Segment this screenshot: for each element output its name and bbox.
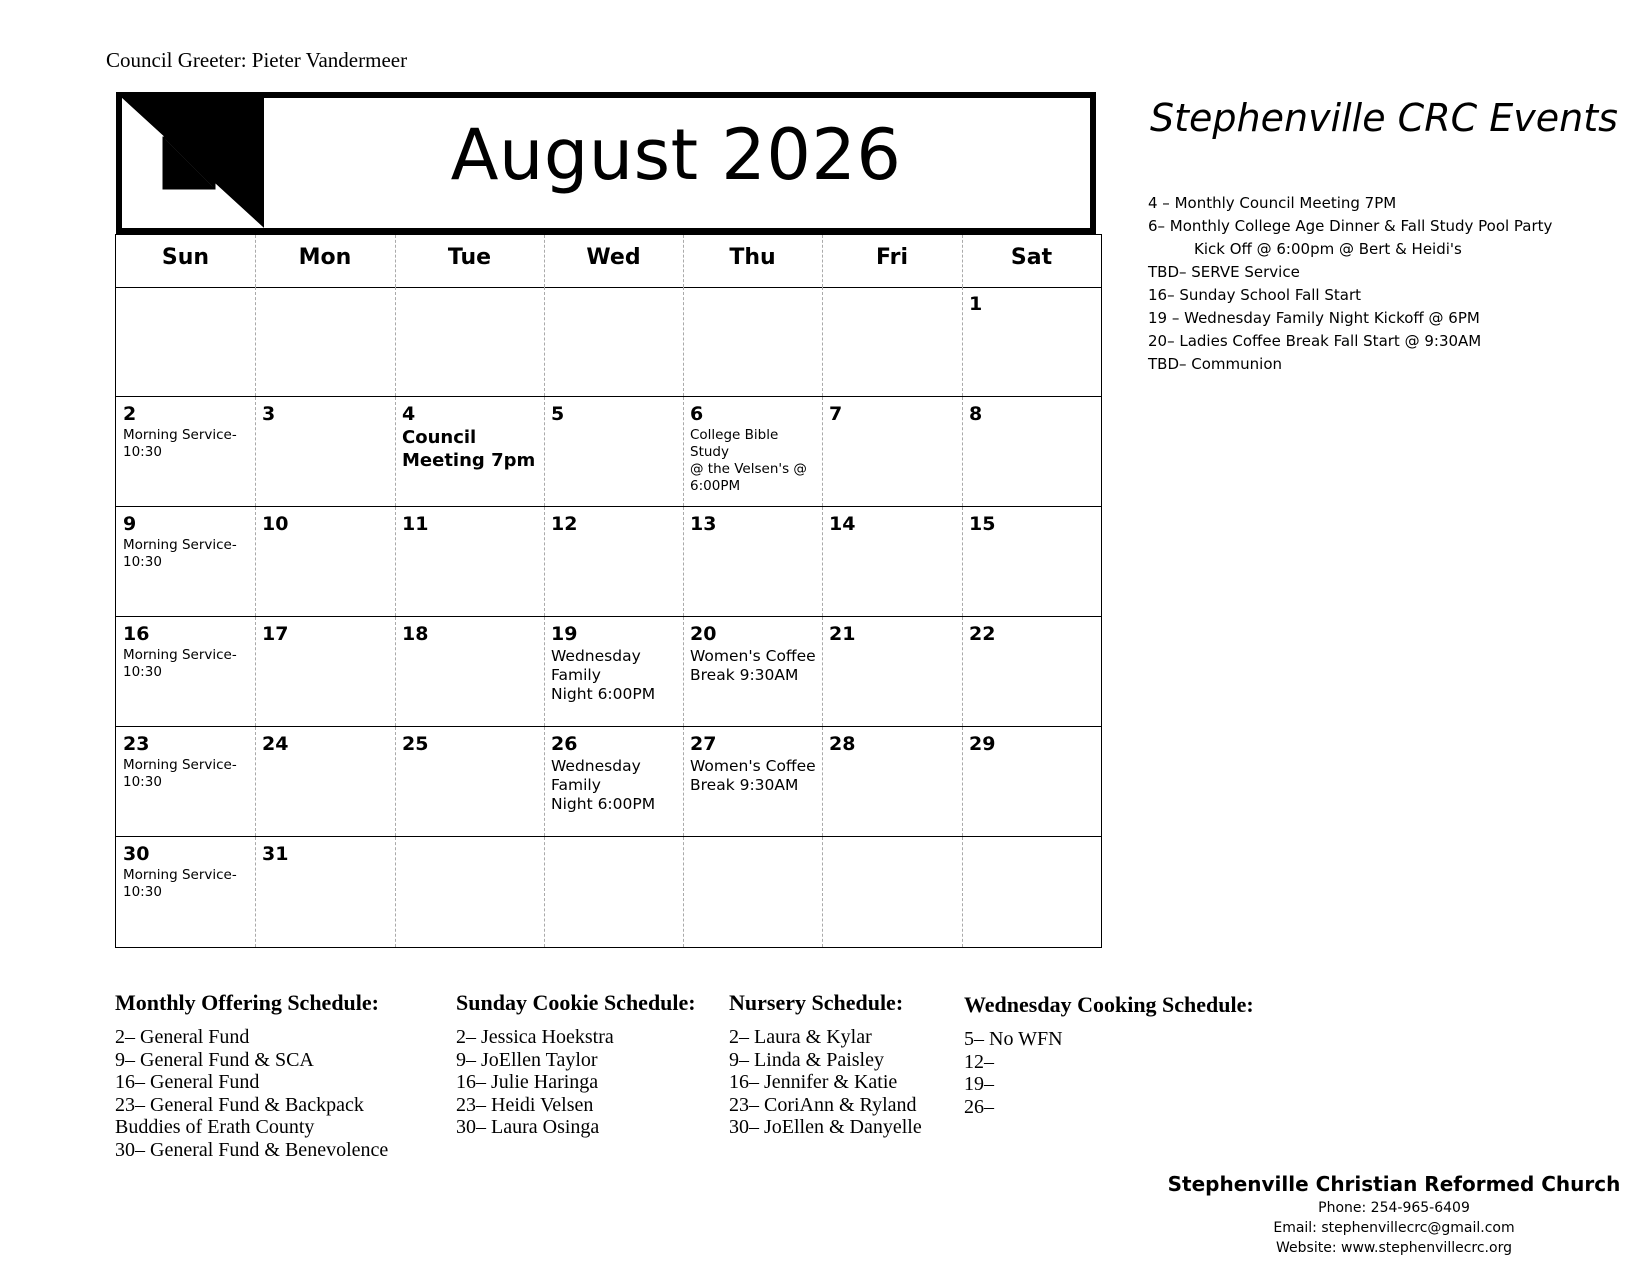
- schedule-item: 30– JoEllen & Danyelle: [729, 1116, 922, 1138]
- event-line: @ the Velsen's @: [690, 461, 807, 477]
- column-divider: [255, 727, 256, 836]
- day-cell: [255, 727, 395, 836]
- date-number: 25: [402, 733, 429, 755]
- day-header-fri: Fri: [875, 245, 908, 270]
- events-title: Stephenville CRC Events: [1150, 96, 1618, 140]
- day-cell: [255, 837, 395, 947]
- event-line: Morning Service-: [123, 867, 237, 883]
- column-divider: [962, 617, 963, 726]
- schedule-item: 2– Jessica Hoekstra: [456, 1026, 614, 1048]
- day-cell: [683, 397, 822, 506]
- column-divider: [683, 727, 684, 836]
- day-cell: [544, 287, 683, 396]
- date-number: 3: [262, 403, 276, 425]
- council-greeter: Council Greeter: Pieter Vandermeer: [106, 48, 408, 72]
- event-line: College Bible Study: [690, 427, 779, 460]
- day-header-sat: Sat: [1010, 245, 1053, 270]
- day-event: [551, 757, 679, 814]
- day-event: [551, 647, 679, 704]
- column-divider: [962, 727, 963, 836]
- schedule-item: 23– General Fund & Backpack: [115, 1093, 364, 1116]
- week-row: [116, 397, 1101, 507]
- day-header-tue: Tue: [447, 245, 492, 270]
- date-number: 12: [551, 513, 578, 535]
- date-number: 11: [402, 513, 429, 535]
- calendar-grid: [115, 234, 1102, 948]
- day-cell: [395, 837, 544, 947]
- date-number: 9: [123, 513, 137, 535]
- cooking-schedule-title: Wednesday Cooking Schedule:: [964, 992, 1254, 1017]
- column-divider: [544, 287, 545, 396]
- day-cell: [962, 507, 1101, 616]
- date-number: 16: [123, 623, 150, 645]
- day-cell: [683, 287, 822, 396]
- day-event: [123, 647, 251, 681]
- email-address: Email: stephenvillecrc@gmail.com: [1273, 1220, 1515, 1236]
- date-number: 18: [402, 623, 429, 645]
- column-divider: [544, 617, 545, 726]
- event-list-item: 20– Ladies Coffee Break Fall Start @ 9:30AM: [1148, 332, 1482, 350]
- calendar-header: [116, 92, 1096, 234]
- date-number: 24: [262, 733, 289, 755]
- schedule-item: 12–: [964, 1050, 994, 1073]
- date-number: 13: [690, 513, 717, 535]
- week-row: [116, 507, 1101, 617]
- schedule-item: 19–: [964, 1073, 994, 1095]
- column-divider: [962, 287, 963, 396]
- day-cell: [116, 397, 255, 506]
- cooking-schedule: [964, 992, 1254, 1118]
- event-line: Break 9:30AM: [690, 666, 799, 684]
- schedule-item: 9– General Fund & SCA: [115, 1048, 314, 1071]
- event-line: 10:30: [123, 884, 162, 900]
- event-list-item: TBD– SERVE Service: [1148, 263, 1300, 281]
- day-event: [123, 757, 251, 791]
- church-name: Stephenville Christian Reformed Church: [1167, 1172, 1621, 1196]
- date-number: 30: [123, 843, 150, 865]
- week-row: [116, 837, 1101, 947]
- column-divider: [255, 287, 256, 396]
- nursery-schedule: [729, 990, 922, 1139]
- column-divider: [683, 287, 684, 396]
- day-cell: [683, 727, 822, 836]
- schedule-item: 16– General Fund: [115, 1071, 260, 1093]
- day-cell: [962, 287, 1101, 396]
- date-number: 14: [829, 513, 856, 535]
- column-divider: [962, 837, 963, 947]
- day-cell: [395, 617, 544, 726]
- schedule-item: 2– Laura & Kylar: [729, 1026, 872, 1048]
- church-logo-icon: [122, 98, 264, 228]
- column-divider: [822, 617, 823, 726]
- column-divider: [395, 617, 396, 726]
- schedule-item: 26–: [964, 1095, 994, 1118]
- column-divider: [822, 235, 823, 287]
- schedule-item: 30– Laura Osinga: [456, 1116, 600, 1138]
- date-number: 28: [829, 733, 856, 755]
- column-divider: [255, 507, 256, 616]
- event-line: 10:30: [123, 664, 162, 680]
- event-line: 10:30: [123, 774, 162, 790]
- day-cell: [822, 287, 962, 396]
- schedule-item: 23– CoriAnn & Ryland: [729, 1093, 917, 1116]
- event-list-item: 4 – Monthly Council Meeting 7PM: [1148, 194, 1397, 212]
- day-cell: [544, 397, 683, 506]
- event-list-item: 6– Monthly College Age Dinner & Fall Study Pool Party: [1148, 217, 1553, 235]
- date-number: 27: [690, 733, 717, 755]
- day-header-wed: Wed: [586, 245, 641, 270]
- day-header-row: [116, 235, 1101, 288]
- day-cell: [116, 617, 255, 726]
- column-divider: [962, 397, 963, 506]
- day-cell: [822, 617, 962, 726]
- offering-schedule-title: Monthly Offering Schedule:: [115, 990, 379, 1015]
- offering-schedule: [115, 990, 388, 1161]
- column-divider: [395, 235, 396, 287]
- day-cell: [116, 287, 255, 396]
- event-line: 6:00PM: [690, 478, 741, 494]
- event-line: Morning Service-: [123, 647, 237, 663]
- website-link: Website: www.stephenvillecrc.org: [1276, 1240, 1512, 1256]
- day-event: [690, 757, 818, 795]
- day-event: [690, 647, 818, 685]
- event-line: Meeting 7pm: [402, 450, 536, 471]
- cookie-schedule-title: Sunday Cookie Schedule:: [456, 990, 696, 1015]
- day-cell: [395, 287, 544, 396]
- column-divider: [822, 727, 823, 836]
- day-cell: [822, 397, 962, 506]
- week-row: [116, 727, 1101, 837]
- schedule-item: 9– JoEllen Taylor: [456, 1048, 598, 1071]
- column-divider: [683, 235, 684, 287]
- column-divider: [544, 727, 545, 836]
- day-cell: [255, 507, 395, 616]
- event-line: Women's Coffee: [690, 647, 816, 665]
- day-cell: [962, 837, 1101, 947]
- column-divider: [255, 235, 256, 287]
- event-line: Morning Service-: [123, 757, 237, 773]
- event-line: Break 9:30AM: [690, 776, 799, 794]
- date-number: 23: [123, 733, 150, 755]
- day-cell: [683, 617, 822, 726]
- event-line: 10:30: [123, 444, 162, 460]
- day-header-sun: Sun: [161, 245, 210, 270]
- date-number: 4: [402, 403, 416, 425]
- date-number: 20: [690, 623, 717, 645]
- cookie-schedule: [456, 990, 696, 1139]
- column-divider: [395, 727, 396, 836]
- date-number: 6: [690, 403, 704, 425]
- column-divider: [683, 397, 684, 506]
- column-divider: [683, 837, 684, 947]
- column-divider: [395, 287, 396, 396]
- day-cell: [544, 617, 683, 726]
- day-cell: [544, 837, 683, 947]
- day-event: [123, 537, 251, 571]
- date-number: 5: [551, 403, 565, 425]
- date-number: 7: [829, 403, 843, 425]
- column-divider: [544, 397, 545, 506]
- day-cell: [962, 727, 1101, 836]
- date-number: 31: [262, 843, 289, 865]
- column-divider: [255, 617, 256, 726]
- column-divider: [822, 837, 823, 947]
- event-line: Night 6:00PM: [551, 795, 656, 813]
- event-line: Wednesday Family: [551, 757, 641, 794]
- column-divider: [395, 507, 396, 616]
- date-number: 22: [969, 623, 996, 645]
- event-line: Women's Coffee: [690, 757, 816, 775]
- day-cell: [822, 837, 962, 947]
- day-event: [123, 867, 251, 901]
- week-row: [116, 287, 1101, 397]
- schedule-item: 30– General Fund & Benevolence: [115, 1138, 389, 1161]
- event-line: Morning Service-: [123, 427, 237, 443]
- day-event: [690, 427, 818, 495]
- church-contact-footer: [1164, 1172, 1624, 1258]
- column-divider: [683, 507, 684, 616]
- nursery-schedule-title: Nursery Schedule:: [729, 990, 904, 1015]
- date-number: 1: [969, 293, 983, 315]
- event-list-item: 19 – Wednesday Family Night Kickoff @ 6PM: [1148, 309, 1480, 327]
- date-number: 29: [969, 733, 996, 755]
- day-event: [402, 426, 540, 472]
- day-header-thu: Thu: [729, 245, 776, 270]
- schedule-item: 5– No WFN: [964, 1028, 1063, 1050]
- event-list-item: 16– Sunday School Fall Start: [1148, 286, 1362, 304]
- column-divider: [395, 837, 396, 947]
- column-divider: [544, 507, 545, 616]
- week-row: [116, 617, 1101, 727]
- event-line: 10:30: [123, 554, 162, 570]
- event-line: Wednesday Family: [551, 647, 641, 684]
- day-cell: [395, 507, 544, 616]
- day-cell: [255, 287, 395, 396]
- day-cell: [822, 727, 962, 836]
- events-list: [1148, 194, 1628, 378]
- event-line: Council: [402, 427, 477, 448]
- date-number: 26: [551, 733, 578, 755]
- schedule-item: 16– Jennifer & Katie: [729, 1071, 898, 1093]
- column-divider: [822, 287, 823, 396]
- event-list-item: Kick Off @ 6:00pm @ Bert & Heidi's: [1194, 240, 1462, 258]
- month-title: August 2026: [450, 114, 902, 196]
- schedule-item: 2– General Fund: [115, 1026, 250, 1048]
- column-divider: [395, 397, 396, 506]
- column-divider: [255, 837, 256, 947]
- date-number: 15: [969, 513, 996, 535]
- schedule-item: 16– Julie Haringa: [456, 1071, 599, 1093]
- column-divider: [683, 617, 684, 726]
- day-event: [123, 427, 251, 461]
- day-cell: [822, 507, 962, 616]
- column-divider: [255, 397, 256, 506]
- column-divider: [544, 235, 545, 287]
- day-cell: [395, 397, 544, 506]
- column-divider: [962, 235, 963, 287]
- day-cell: [255, 617, 395, 726]
- event-line: Night 6:00PM: [551, 685, 656, 703]
- day-cell: [116, 727, 255, 836]
- date-number: 2: [123, 403, 137, 425]
- day-cell: [544, 507, 683, 616]
- column-divider: [544, 837, 545, 947]
- date-number: 10: [262, 513, 289, 535]
- day-cell: [255, 397, 395, 506]
- column-divider: [822, 397, 823, 506]
- day-cell: [962, 617, 1101, 726]
- date-number: 21: [829, 623, 856, 645]
- day-cell: [395, 727, 544, 836]
- day-cell: [683, 837, 822, 947]
- event-list-item: TBD– Communion: [1148, 355, 1283, 373]
- day-cell: [116, 837, 255, 947]
- phone-number: Phone: 254-965-6409: [1318, 1200, 1470, 1216]
- schedule-item: 9– Linda & Paisley: [729, 1048, 884, 1071]
- day-header-mon: Mon: [298, 245, 352, 270]
- day-cell: [544, 727, 683, 836]
- column-divider: [822, 507, 823, 616]
- schedule-item: 23– Heidi Velsen: [456, 1093, 594, 1116]
- date-number: 19: [551, 623, 578, 645]
- day-cell: [962, 397, 1101, 506]
- column-divider: [962, 507, 963, 616]
- date-number: 8: [969, 403, 983, 425]
- day-cell: [683, 507, 822, 616]
- date-number: 17: [262, 623, 289, 645]
- event-line: Morning Service-: [123, 537, 237, 553]
- schedule-item: Buddies of Erath County: [115, 1116, 315, 1138]
- day-cell: [116, 507, 255, 616]
